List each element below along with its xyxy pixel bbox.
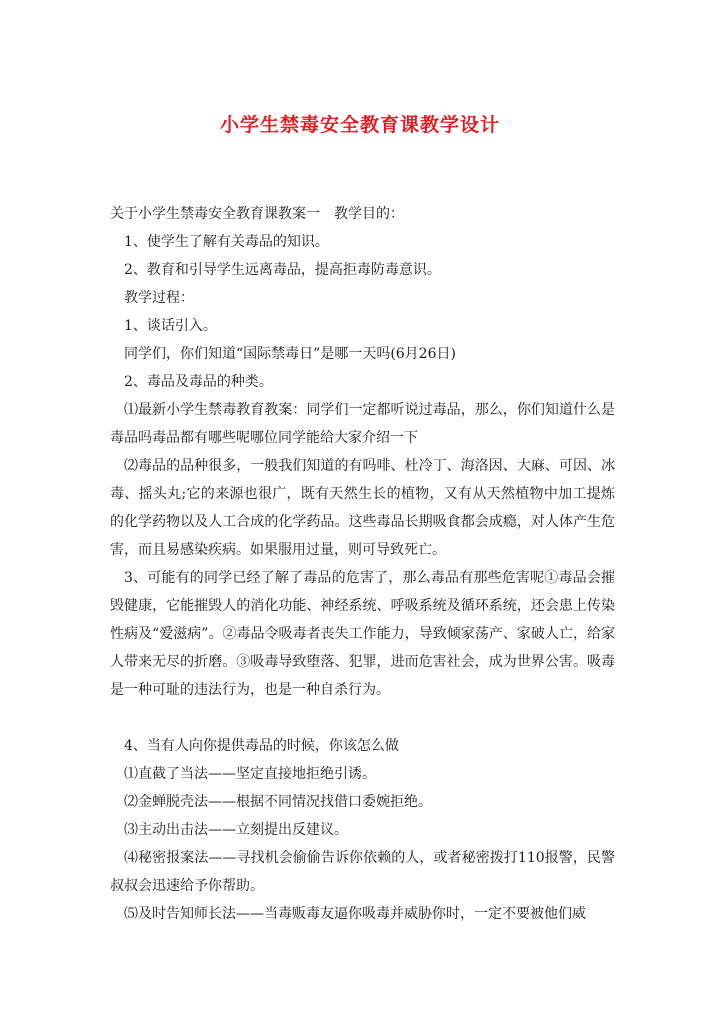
paragraph-question: 同学们，你们知道“国际禁毒日”是哪一天吗(6月26日) [124, 346, 456, 362]
paragraph-goal-1: 1、使学生了解有关毒品的知识。 [124, 234, 329, 250]
paragraph-step-2: 2、毒品及毒品的种类。 [124, 374, 273, 390]
paragraph-method-4: ⑷秘密报案法——寻找机会偷偷告诉你依赖的人，或者秘密拨打110报警，民警叔叔会迅速给予你帮助。 [110, 850, 615, 894]
paragraph-method-1: ⑴直截了当法——坚定直接地拒绝引诱。 [124, 766, 376, 782]
paragraph-method-2: ⑵金蝉脱壳法——根据不同情况找借口委婉拒绝。 [124, 794, 432, 810]
document-title: 小学生禁毒安全教育课教学设计 [219, 114, 500, 136]
paragraph-process-heading: 教学过程： [124, 290, 194, 306]
paragraph-step-4: 4、当有人向你提供毒品的时候，你该怎么做 [124, 738, 399, 754]
paragraph-step-2-2: ⑵毒品的品种很多，一般我们知道的有吗啡、杜冷丁、海洛因、大麻、可因、冰毒、摇头丸;它的来源也很广，既有天然生长的植物，又有从天然植物中加工提炼的化学药物以及人工合成的化学药品。这些毒品长期吸食都会成瘾，对人体产生危害，而且易感染疾病。如果服用过量，则可导致死亡。 [110, 458, 615, 558]
document-body [110, 200, 615, 928]
paragraph-method-3: ⑶主动出击法——立刻提出反建议。 [124, 822, 348, 838]
paragraph-goal-2: 2、教育和引导学生远离毒品，提高拒毒防毒意识。 [124, 262, 441, 278]
paragraph-step-3: 3、可能有的同学已经了解了毒品的危害了，那么毒品有那些危害呢①毒品会摧毁健康，它能摧毁人的消化功能、神经系统、呼吸系统及循环系统，还会患上传染性病及“爱滋病”。②毒品令吸毒者丧失工作能力，导致倾家荡产、家破人亡，给家人带来无尽的折磨。③吸毒导致堕落、犯罪，进而危害社会，成为世界公害。吸毒是一种可耻的违法行为，也是一种自杀行为。 [110, 570, 615, 698]
paragraph-intro: 关于小学生禁毒安全教育课教案一 教学目的： [110, 206, 404, 222]
paragraph-step-1: 1、谈话引入。 [124, 318, 217, 334]
paragraph-step-2-1: ⑴最新小学生禁毒教育教案：同学们一定都听说过毒品，那么，你们知道什么是毒品吗毒品都有哪些呢哪位同学能给大家介绍一下 [110, 402, 615, 446]
paragraph-method-5: ⑸及时告知师长法——当毒贩毒友逼你吸毒并威胁你时，一定不要被他们威 [124, 906, 586, 922]
